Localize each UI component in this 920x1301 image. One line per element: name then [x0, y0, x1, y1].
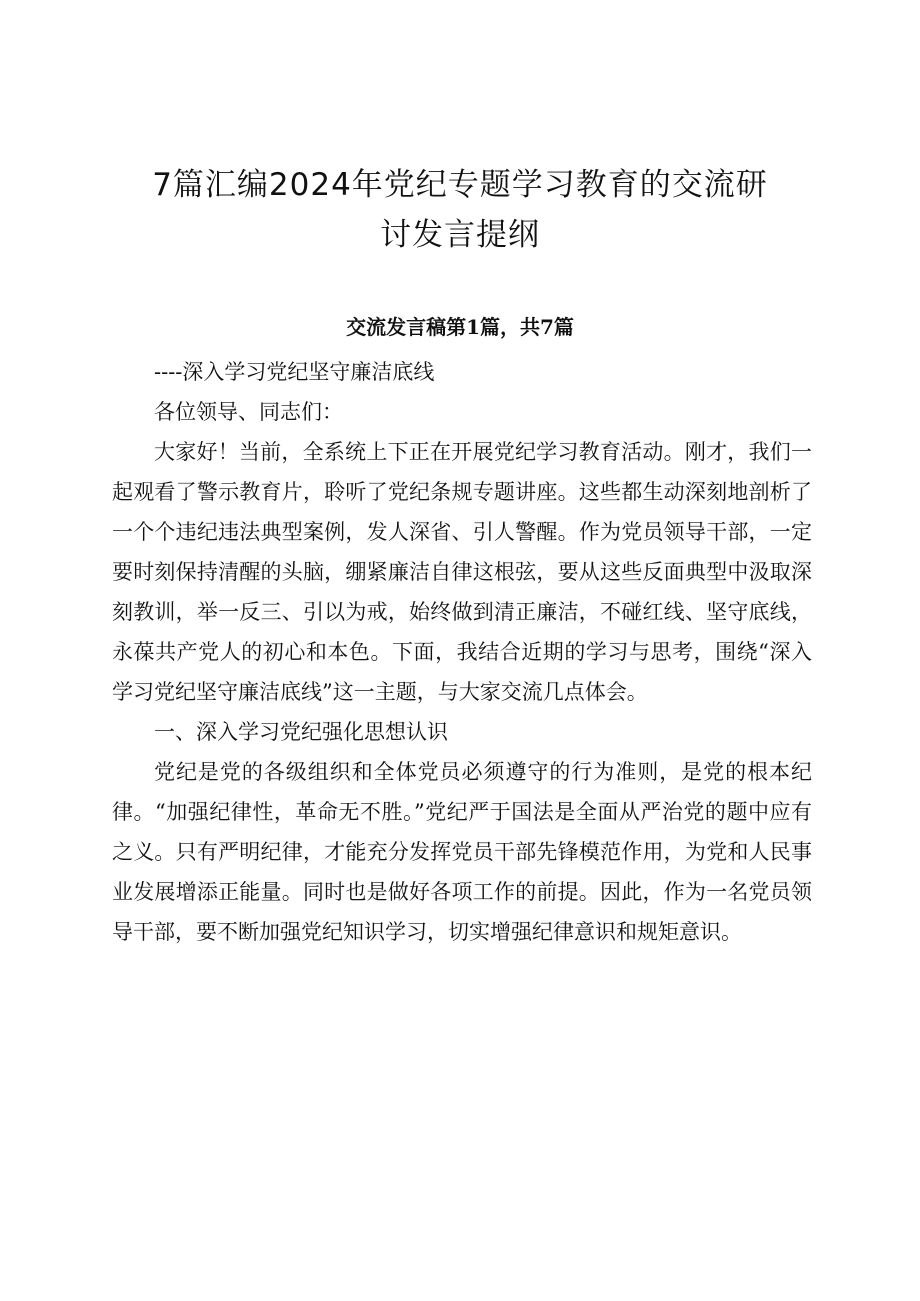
document-title	[80, 160, 840, 260]
document-body	[112, 352, 812, 952]
theme-line: ----深入学习党纪坚守廉洁底线	[154, 360, 435, 384]
body-paragraph-opening: 大家好！当前，全系统上下正在开展党纪学习教育活动。刚才，我们一起观看了警示教育片，聆听了党纪条规专题讲座。这些都生动深刻地剖析了一个个违纪违法典型案例，发人深省、引人警醒。作为党员领导干部，一定要时刻保持清醒的头脑，绷紧廉洁自律这根弦，要从这些反面典型中汲取深刻教训，举一反三、引以为戒，始终做到清正廉洁，不碰红线、坚守底线，永葆共产党人的初心和本色。下面，我结合近期的学习与思考，围绕“深入学习党纪坚守廉洁底线”这一主题，与大家交流几点体会。	[112, 440, 812, 704]
body-paragraph-section-1: 党纪是党的各级组织和全体党员必须遵守的行为准则，是党的根本纪律。“加强纪律性，革命无不胜。”党纪严于国法是全面从严治党的题中应有之义。只有严明纪律，才能充分发挥党员干部先锋模范作用，为党和人民事业发展增添正能量。同时也是做好各项工作的前提。因此，作为一名党员领导干部，要不断加强党纪知识学习，切实增强纪律意识和规矩意识。	[112, 760, 812, 944]
document-title-line-2: 讨发言提纲	[380, 217, 540, 253]
greeting: 各位领导、同志们：	[154, 400, 343, 424]
document-title-line-1: 7篇汇编2024年党纪专题学习教育的交流研	[152, 167, 768, 203]
document-subtitle: 交流发言稿第1篇，共7篇	[346, 315, 574, 339]
section-heading-1: 一、深入学习党纪强化思想认识	[154, 720, 448, 744]
